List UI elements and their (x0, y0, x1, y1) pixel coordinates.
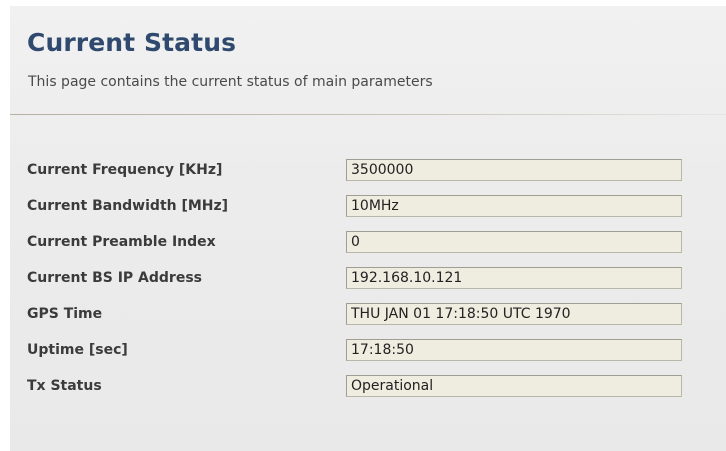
current-preamble-index-row (0, 231, 726, 255)
header-divider (10, 114, 726, 115)
current-bandwidth-label: Current Bandwidth [MHz] (27, 198, 229, 214)
tx-status-row (0, 375, 726, 399)
uptime-row (0, 339, 726, 363)
current-frequency-label: Current Frequency [KHz] (27, 162, 223, 178)
current-frequency-row (0, 159, 726, 183)
current-bs-ip-address-label: Current BS IP Address (27, 270, 202, 286)
gps-time-row (0, 303, 726, 327)
current-frequency-field[interactable] (346, 159, 682, 181)
current-bandwidth-row (0, 195, 726, 219)
tx-status-label: Tx Status (27, 378, 102, 394)
current-bs-ip-address-field[interactable] (346, 267, 682, 289)
gps-time-field[interactable] (346, 303, 682, 325)
page-title: Current Status (27, 28, 237, 57)
current-preamble-index-field[interactable] (346, 231, 682, 253)
current-bandwidth-field[interactable] (346, 195, 682, 217)
uptime-field[interactable] (346, 339, 682, 361)
tx-status-field[interactable] (346, 375, 682, 397)
gps-time-label: GPS Time (27, 306, 103, 322)
current-bs-ip-address-row (0, 267, 726, 291)
uptime-label: Uptime [sec] (27, 342, 128, 358)
current-preamble-index-label: Current Preamble Index (27, 234, 216, 250)
page-subtitle: This page contains the current status of main parameters (28, 74, 433, 90)
